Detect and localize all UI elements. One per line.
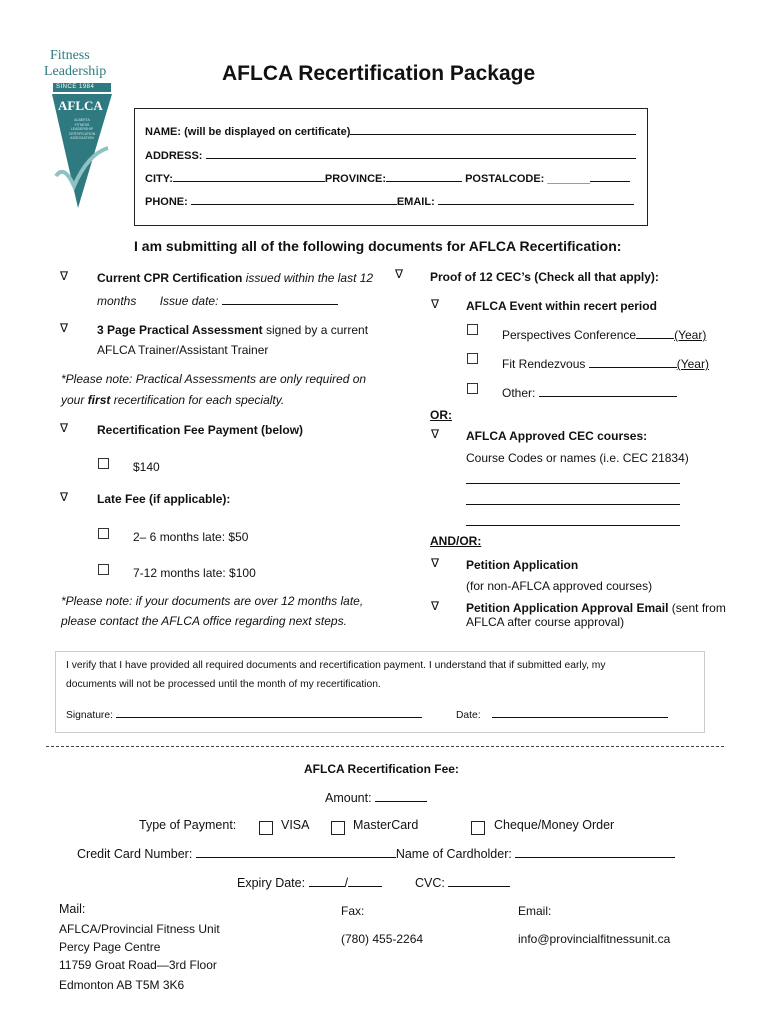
late-fee-item: Late Fee (if applicable): <box>97 492 231 506</box>
logo-fitness: Fitness <box>50 48 90 63</box>
cheque-label: Cheque/Money Order <box>494 818 615 832</box>
expiry-separator: / <box>344 876 349 890</box>
late-2-6-checkbox[interactable] <box>98 528 109 539</box>
proof-heading: Proof of 12 CEC’s (Check all that apply): <box>430 270 659 284</box>
mail-label: Mail: <box>59 902 86 916</box>
late-note-line2: please contact the AFLCA office regarding next steps. <box>61 614 347 628</box>
fee-140-checkbox[interactable] <box>98 458 109 469</box>
visa-checkbox[interactable] <box>259 821 273 835</box>
late-7-12-checkbox[interactable] <box>98 564 109 575</box>
late-2-6-label: 2– 6 months late: $50 <box>133 530 249 544</box>
mail-line: Percy Page Centre <box>59 940 161 954</box>
logo-acronym: AFLCA <box>58 98 103 113</box>
cardholder-label: Name of Cardholder: <box>395 847 512 861</box>
perspectives-checkbox[interactable] <box>467 324 478 335</box>
cpr-months: months <box>97 294 137 308</box>
note-your: your <box>61 393 88 407</box>
bullet-icon: ∇ <box>431 599 440 613</box>
mail-line: 11759 Groat Road—3rd Floor <box>59 958 217 972</box>
date-field[interactable] <box>456 706 668 721</box>
course-line[interactable] <box>466 493 680 505</box>
logo-sub-line: ALBERTA <box>74 118 90 122</box>
expiry-label: Expiry Date: <box>237 876 306 890</box>
bullet-icon: ∇ <box>431 556 440 570</box>
cheque-checkbox[interactable] <box>471 821 485 835</box>
date-label: Date: <box>456 710 481 721</box>
course-line[interactable] <box>466 514 680 526</box>
name-label: NAME: (will be displayed on certificate) <box>145 126 351 138</box>
other-label: Other: <box>502 386 536 400</box>
email-label: EMAIL: <box>396 196 435 208</box>
perspectives-item[interactable] <box>502 327 706 342</box>
course-codes-label: Course Codes or names (i.e. CEC 21834) <box>466 451 689 465</box>
bullet-icon: ∇ <box>60 269 69 283</box>
mastercard-label: MasterCard <box>353 818 419 832</box>
perspectives-label: Perspectives Conference <box>502 328 637 342</box>
address-label: ADDRESS: <box>145 150 203 162</box>
logo-sub-line: LEADERSHIP <box>70 127 94 131</box>
signature-label: Signature: <box>66 710 113 721</box>
bullet-icon: ∇ <box>431 427 440 441</box>
logo-sub-line: FITNESS <box>74 122 90 127</box>
name-field[interactable] <box>145 123 636 138</box>
verify-line1: I verify that I have provided all required documents and recertification payment. I understand that if submitted early, my <box>66 660 606 671</box>
petition-email-bold: Petition Application Approval Email <box>466 601 669 615</box>
logo-sub <box>68 118 96 141</box>
note-rest: recertification for each specialty. <box>110 393 285 407</box>
perspectives-year: (Year) <box>674 328 707 342</box>
late-7-12-label: 7-12 months late: $100 <box>133 566 256 580</box>
logo-sub-line: CERTIFICATION <box>68 131 96 136</box>
mail-line: AFLCA/Provincial Fitness Unit <box>59 922 220 936</box>
cpr-issue-date[interactable] <box>97 293 338 308</box>
fit-rendezvous-label: Fit Rendezvous <box>502 357 586 371</box>
petition-email-line2: AFLCA after course approval) <box>466 615 625 629</box>
postal-label: POSTALCODE: <box>465 173 545 185</box>
fit-rendezvous-item[interactable] <box>502 356 709 371</box>
logo-since: SINCE 1984 <box>56 84 95 90</box>
signature-field[interactable] <box>66 706 422 721</box>
card-number-label: Credit Card Number: <box>77 847 193 861</box>
practical-line2: AFLCA Trainer/Assistant Trainer <box>97 343 269 357</box>
practical-item <box>97 323 368 337</box>
logo-leadership: Leadership <box>44 64 107 79</box>
bullet-icon: ∇ <box>431 297 440 311</box>
amount-label: Amount: <box>325 791 372 805</box>
fit-year: (Year) <box>676 357 709 371</box>
practical-note-line2 <box>61 393 284 407</box>
approved-item: AFLCA Approved CEC courses: <box>466 429 648 443</box>
event-item: AFLCA Event within recert period <box>466 299 657 313</box>
city-label: CITY: <box>145 173 173 185</box>
andor-label: AND/OR: <box>430 534 482 548</box>
amount-field[interactable] <box>325 790 427 805</box>
fax-number: (780) 455-2264 <box>341 932 424 946</box>
postal-blank: _______ <box>547 173 591 185</box>
visa-label: VISA <box>281 818 310 832</box>
petition-item: Petition Application <box>466 558 579 572</box>
verify-line2: documents will not be processed until the month of my recertification. <box>66 679 381 690</box>
mastercard-checkbox[interactable] <box>331 821 345 835</box>
expiry-field[interactable] <box>237 875 382 890</box>
other-item[interactable] <box>502 385 677 400</box>
cut-line-divider <box>46 746 724 747</box>
petition-sub: (for non-AFLCA approved courses) <box>466 579 653 593</box>
petition-email-item <box>466 601 726 615</box>
cvc-field[interactable] <box>415 875 510 890</box>
bullet-icon: ∇ <box>60 321 69 335</box>
province-label: PROVINCE: <box>324 173 387 185</box>
cpr-rest: issued within the last 12 <box>242 271 374 285</box>
personal-info-box <box>134 108 648 226</box>
page-title: AFLCA Recertification Package <box>222 62 536 85</box>
or-label: OR: <box>430 408 452 422</box>
other-checkbox[interactable] <box>467 383 478 394</box>
verification-box <box>55 651 705 733</box>
phone-label: PHONE: <box>145 196 188 208</box>
card-number-field[interactable] <box>77 846 675 861</box>
cvc-label: CVC: <box>415 876 445 890</box>
bullet-icon: ∇ <box>395 267 404 281</box>
practical-bold: 3 Page Practical Assessment <box>97 323 263 337</box>
fit-rendezvous-checkbox[interactable] <box>467 353 478 364</box>
aflca-logo <box>44 46 116 212</box>
note-first: first <box>87 393 111 407</box>
email-label: Email: <box>518 904 552 918</box>
fee-payment-item: Recertification Fee Payment (below) <box>97 423 304 437</box>
submitting-heading: I am submitting all of the following documents for AFLCA Recertification: <box>134 238 622 254</box>
course-line[interactable] <box>466 472 680 484</box>
fee-heading: AFLCA Recertification Fee: <box>304 762 459 776</box>
late-note-line1: *Please note: if your documents are over 12 months late, <box>61 594 364 608</box>
practical-rest: signed by a current <box>262 323 369 337</box>
address-field[interactable] <box>145 147 636 162</box>
cpr-issue-label: Issue date: <box>159 294 219 308</box>
city-field[interactable] <box>145 170 630 185</box>
payment-type-label: Type of Payment: <box>139 818 237 832</box>
fee-140-label: $140 <box>133 460 160 474</box>
email-address[interactable]: info@provincialfitnessunit.ca <box>518 932 671 946</box>
cpr-bold: Current CPR Certification <box>97 271 243 285</box>
mail-line: Edmonton AB T5M 3K6 <box>59 978 185 992</box>
phone-field[interactable] <box>145 193 634 208</box>
logo-sub-line: ASSOCIATION <box>70 136 94 140</box>
bullet-icon: ∇ <box>60 421 69 435</box>
petition-email-rest: (sent from <box>668 601 726 615</box>
practical-note-line1: *Please note: Practical Assessments are only required on <box>61 372 367 386</box>
bullet-icon: ∇ <box>60 490 69 504</box>
fax-label: Fax: <box>341 904 365 918</box>
cpr-item <box>97 271 373 285</box>
